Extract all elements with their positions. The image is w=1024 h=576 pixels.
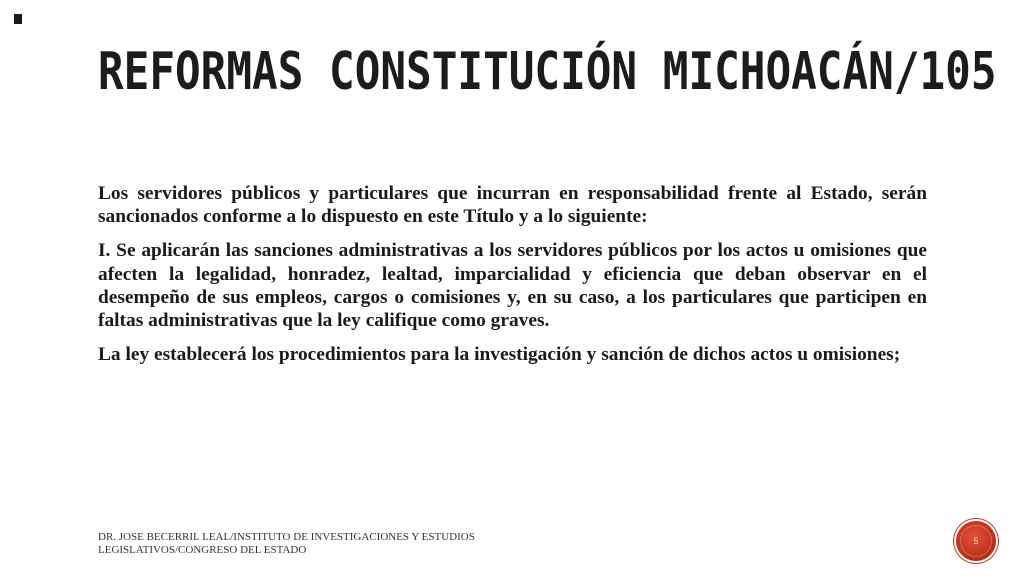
page-number: 5 <box>973 536 979 546</box>
slide-body <box>98 182 927 377</box>
corner-bullet-icon <box>14 14 22 24</box>
page-number-badge <box>956 521 996 561</box>
slide-title: REFORMAS CONSTITUCIÓN MICHOACÁN/105 <box>98 42 997 102</box>
paragraph-intro: Los servidores públicos y particulares que incurran en responsabilidad frente al Estado, serán sancionados conforme a lo dispuesto en este Título y a lo siguiente: <box>98 183 927 228</box>
paragraph-procedures: La ley establecerá los procedimientos para la investigación y sanción de dichos actos u omisiones; <box>98 344 901 366</box>
slide-footer: DR. JOSE BECERRIL LEAL/INSTITUTO DE INVESTIGACIONES Y ESTUDIOS LEGISLATIVOS/CONGRESO DEL ESTADO <box>98 531 475 556</box>
paragraph-fraction-i: I. Se aplicarán las sanciones administrativas a los servidores públicos por los actos u omisiones que afecten la legalidad, honradez, lealtad, imparcialidad y eficiencia que deban observar en el desempeño de sus empleos, cargos o comisiones y, en su caso, a los particulares que participen en faltas administrativas que la ley califique como graves. <box>98 240 927 332</box>
